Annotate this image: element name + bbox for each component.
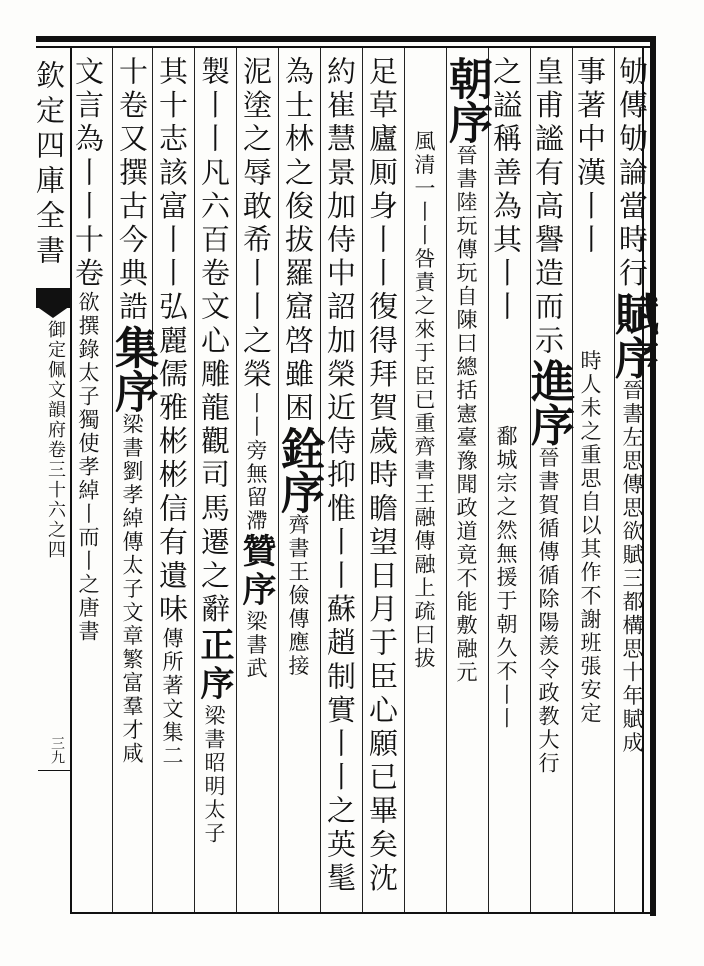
text-column-6 bbox=[402, 56, 446, 908]
citation-text: 齊書王儉傳應接 bbox=[286, 513, 310, 679]
column-text: 泥塗之辱敢希丨丨之榮 bbox=[239, 56, 273, 392]
frame-bottom-border bbox=[70, 912, 656, 914]
entry-heading: 進序 bbox=[523, 358, 574, 447]
text-column-2 bbox=[568, 56, 612, 908]
column-text: 其十志該富丨丨弘麗儒雅彬彬信有遺味 bbox=[155, 56, 189, 628]
text-column-3 bbox=[523, 56, 574, 908]
entry-heading: 朝序 bbox=[441, 56, 492, 144]
text-column-9 bbox=[273, 56, 324, 908]
citation-text: 欲撰錄太子獨使孝綽丨而丨之唐書 bbox=[76, 291, 100, 644]
margin-page-number: 三九 bbox=[49, 736, 65, 764]
citation-text: 時人未之重思自以其作不謝班張安定 bbox=[578, 349, 602, 726]
citation-text: 丨丨旁無留滯 bbox=[244, 392, 268, 533]
margin-page-rule bbox=[38, 770, 70, 771]
fish-tail-mark bbox=[36, 288, 70, 308]
citation-text: 齊書王融傳融上疏曰拔 bbox=[412, 435, 436, 671]
text-column-12 bbox=[150, 56, 194, 908]
entry-heading: 賦序 bbox=[607, 291, 658, 380]
margin-book-title: 欽定四庫全書 bbox=[32, 60, 66, 270]
citation-text: 梁書劉孝綽傳太子文章繁富羣才咸 bbox=[120, 412, 144, 766]
citation-text: 晉書陸玩傳玩自陳曰總括憲臺豫聞政道竟不能敷融元 bbox=[454, 144, 478, 685]
citation-text: 鄱城宗之然無援于朝久不丨丨 bbox=[494, 424, 518, 731]
column-text: 事著中漢丨丨 bbox=[573, 56, 607, 258]
text-column-10 bbox=[234, 56, 278, 908]
frame-top-border bbox=[36, 36, 656, 42]
column-text: 文言為丨丨十卷 bbox=[71, 56, 105, 292]
citation-text: 晉書賀循傳循除陽羨令政教大行 bbox=[536, 446, 560, 776]
text-column-7 bbox=[360, 56, 404, 908]
column-text: 十卷又撰古今典誥 bbox=[115, 56, 149, 325]
text-column-8 bbox=[318, 56, 362, 908]
citation-text: 傳所著文集二 bbox=[160, 627, 184, 769]
column-text: 風清一丨丨咎責之來于臣已重 bbox=[412, 130, 436, 436]
text-column-11 bbox=[192, 56, 236, 908]
text-column-1 bbox=[607, 56, 658, 908]
entry-heading: 正序 bbox=[194, 627, 234, 705]
frame-top-inner-border bbox=[36, 46, 656, 48]
column-text: 為士林之俊拔羅窟啓雖困 bbox=[281, 56, 315, 426]
column-text: 皇甫謐有高譽造而示 bbox=[531, 56, 565, 359]
column-text: 之謚稱善為其丨丨 bbox=[489, 56, 523, 325]
citation-text: 梁書昭明太子 bbox=[202, 704, 226, 846]
margin-volume-label: 御定佩文韻府卷三十六之四 bbox=[45, 320, 66, 560]
text-column-13 bbox=[107, 56, 158, 908]
column-text: 劬傳劬論當時行 bbox=[615, 56, 649, 292]
text-column-16 bbox=[74, 56, 102, 908]
column-text: 約崔慧景加侍中詔加榮近侍抑惟丨丨蘇趙制實丨丨之英髦 bbox=[323, 56, 357, 896]
citation-text: 梁書武 bbox=[244, 610, 268, 681]
entry-heading: 銓序 bbox=[273, 425, 324, 514]
text-column-4 bbox=[484, 56, 528, 908]
fish-tail-notch bbox=[36, 306, 70, 318]
entry-heading: 贊序 bbox=[236, 533, 276, 611]
column-text: 足草廬厠身丨丨復得拜賀歲時瞻望日月于臣心願已畢矣沈 bbox=[365, 56, 399, 896]
entry-heading: 集序 bbox=[107, 324, 158, 413]
column-text: 製丨丨凡六百卷文心雕龍觀司馬遷之辭 bbox=[197, 56, 231, 628]
citation-text: 晉書左思傳思欲賦三都構思十年賦成 bbox=[620, 379, 644, 756]
text-column-5 bbox=[441, 56, 492, 908]
